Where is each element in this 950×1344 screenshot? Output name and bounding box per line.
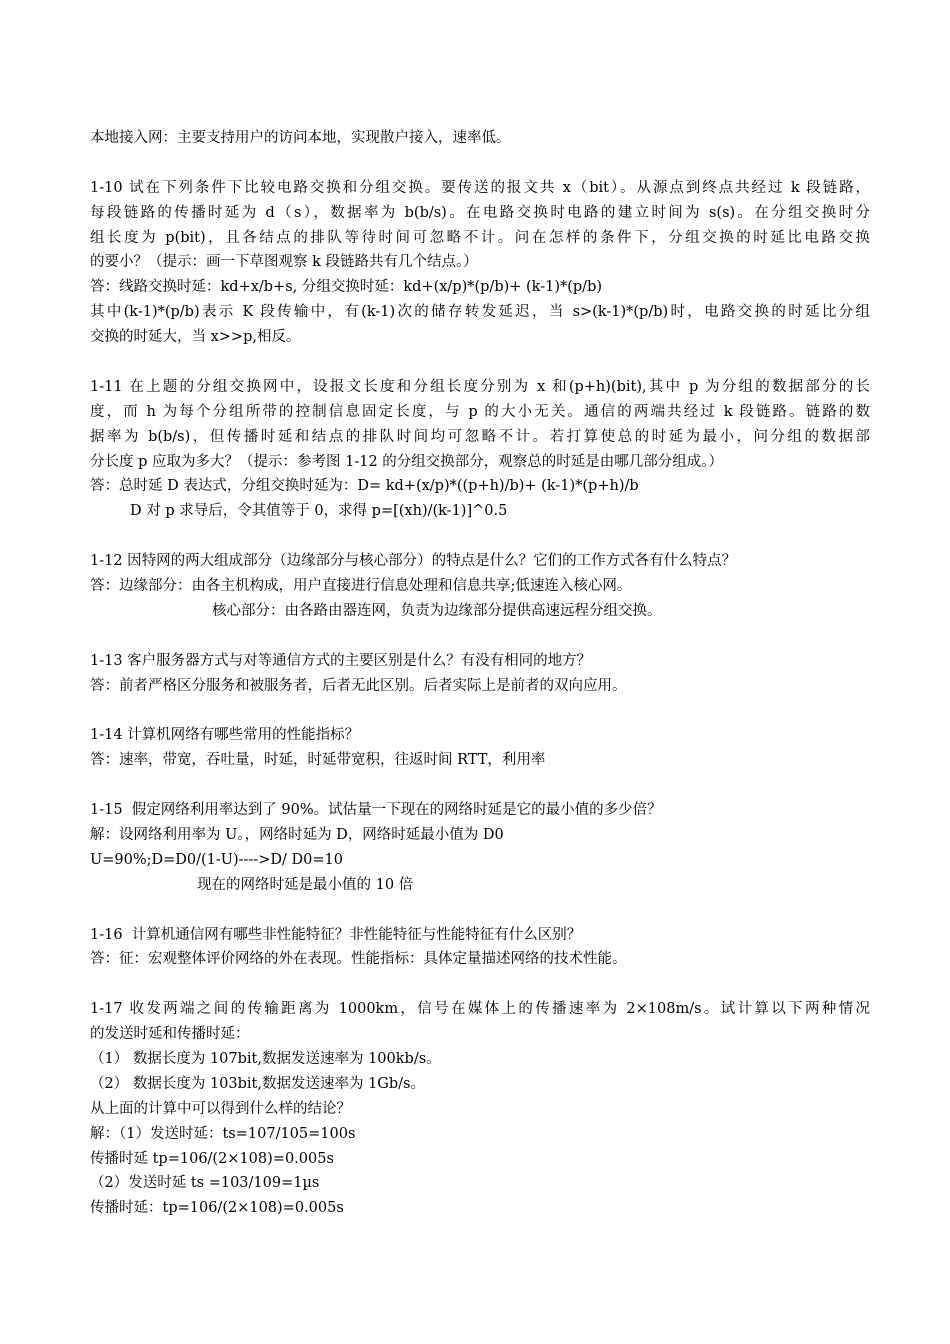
question-1-17-line-1: 1-17 收发两端之间的传输距离为 1000km，信号在媒体上的传播速率为 2×108m/s。试计算以下两种情况 (90, 1001, 870, 1018)
question-1-11-line-3: 据率为 b(b/s)，但传播时延和结点的排队时间均可忽略不计。若打算使总的时延为最小，问分组的数据部 (90, 428, 870, 445)
answer-1-15-line-1: 解：设网络利用率为 U。，网络时延为 D，网络时延最小值为 D0 (90, 826, 504, 843)
question-1-17-line-3: （1） 数据长度为 107bit,数据发送速率为 100kb/s。 (90, 1050, 441, 1067)
paragraph-gap (90, 898, 870, 923)
question-1-10-line-1: 1-10 试在下列条件下比较电路交换和分组交换。要传送的报文共 x（bit）。从源点到终点共经过 k 段链路， (90, 179, 870, 196)
intro-line: 本地接入网：主要支持用户的访问本地，实现散户接入，速率低。 (90, 130, 511, 146)
answer-1-17-line-4: 传播时延：tp=106/(2×108)=0.005s (90, 1200, 344, 1217)
answer-1-10-line-2: 其中(k-1)*(p/b)表示 K 段传输中，有(k-1)次的储存转发延迟，当 s>(k-1)*(p/b)时，电路交换的时延比分组 (90, 304, 870, 321)
document-body (90, 126, 870, 1221)
answer-1-11-line-2: D 对 p 求导后，令其值等于 0，求得 p=[(xh)/(k-1)]^0.5 (130, 503, 508, 520)
paragraph-gap (90, 350, 870, 375)
question-1-11-line-1: 1-11 在上题的分组交换网中，设报文长度和分组长度分别为 x 和(p+h)(bit),其中 p 为分组的数据部分的长 (90, 378, 870, 395)
question-1-17-line-5: 从上面的计算中可以得到什么样的结论？ (90, 1100, 351, 1117)
question-1-17-line-2: 的发送时延和传播时延： (90, 1026, 250, 1043)
question-1-10-line-2: 每段链路的传播时延为 d（s），数据率为 b(b/s)。在电路交换时电路的建立时间为 s(s)。在分组交换时分 (90, 204, 870, 221)
paragraph-gap (90, 151, 870, 176)
answer-1-16: 答：征：宏观整体评价网络的外在表现。性能指标：具体定量描述网络的技术性能。 (90, 951, 627, 968)
answer-1-12-line-1: 答：边缘部分：由各主机构成，用户直接进行信息处理和信息共享;低速连入核心网。 (90, 578, 632, 595)
question-1-10-line-4: 的要小？（提示：画一下草图观察 k 段链路共有几个结点。） (90, 254, 478, 271)
question-1-15: 1-15 假定网络利用率达到了 90%。试估量一下现在的网络时延是它的最小值的多少倍？ (90, 802, 662, 819)
answer-1-10-line-3: 交换的时延大，当 x>>p,相反。 (90, 329, 301, 346)
question-1-11-line-2: 度，而 h 为每个分组所带的控制信息固定长度，与 p 的大小无关。通信的两端共经过 k 段链路。链路的数 (90, 403, 870, 420)
paragraph-gap (90, 624, 870, 649)
answer-1-11-line-1: 答：总时延 D 表达式，分组交换时延为：D= kd+(x/p)*((p+h)/b)+ (k-1)*(p+h)/b (90, 478, 639, 495)
answer-1-15-line-2: U=90%;D=D0/(1-U)---->D/ D0=10 (90, 851, 343, 868)
paragraph-gap (90, 773, 870, 798)
answer-1-10-line-1: 答：线路交换时延：kd+x/b+s, 分组交换时延：kd+(x/p)*(p/b)+ (k-1)*(p/b) (90, 279, 603, 296)
question-1-10-line-3: 组长度为 p(bit)，且各结点的排队等待时间可忽略不计。问在怎样的条件下，分组交换的时延比电路交换 (90, 229, 870, 246)
paragraph-gap (90, 698, 870, 723)
answer-1-17-line-1: 解：（1）发送时延：ts=107/105=100s (90, 1125, 356, 1142)
question-1-11-line-4: 分长度 p 应取为多大？（提示：参考图 1-12 的分组交换部分，观察总的时延是由哪几部分组成。） (90, 453, 724, 470)
question-1-14: 1-14 计算机网络有哪些常用的性能指标？ (90, 727, 360, 744)
paragraph-gap (90, 972, 870, 997)
answer-1-14: 答：速率，带宽，吞吐量，时延，时延带宽积，往返时间 RTT，利用率 (90, 752, 546, 769)
answer-1-12-line-2: 核心部分：由各路由器连网，负责为边缘部分提供高速远程分组交换。 (212, 602, 662, 619)
answer-1-15-line-3: 现在的网络时延是最小值的 10 倍 (197, 876, 414, 893)
question-1-12: 1-12 因特网的两大组成部分（边缘部分与核心部分）的特点是什么？它们的工作方式各有什么特点？ (90, 553, 737, 570)
answer-1-13: 答：前者严格区分服务和被服务者，后者无此区别。后者实际上是前者的双向应用。 (90, 677, 627, 694)
question-1-17-line-4: （2） 数据长度为 103bit,数据发送速率为 1Gb/s。 (90, 1075, 425, 1092)
question-1-13: 1-13 客户服务器方式与对等通信方式的主要区别是什么？有没有相同的地方？ (90, 652, 592, 669)
question-1-16: 1-16 计算机通信网有哪些非性能特征？非性能特征与性能特征有什么区别？ (90, 926, 582, 943)
paragraph-gap (90, 524, 870, 549)
answer-1-17-line-2: 传播时延 tp=106/(2×108)=0.005s (90, 1150, 334, 1167)
answer-1-17-line-3: （2）发送时延 ts =103/109=1µs (90, 1175, 320, 1192)
